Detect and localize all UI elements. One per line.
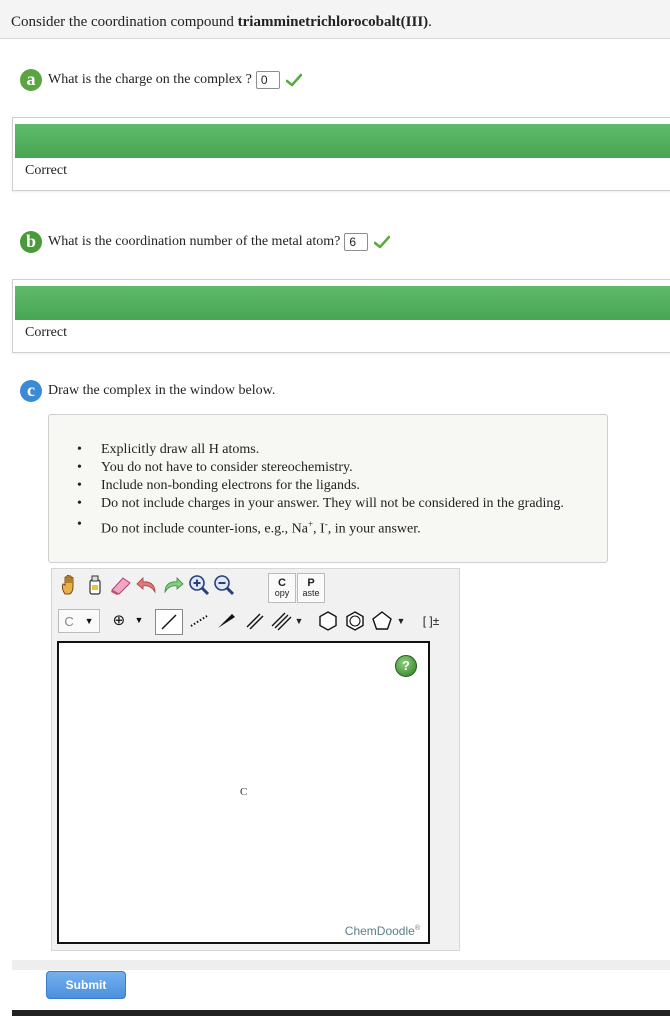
feedback-a [12, 117, 670, 191]
redo-icon[interactable] [161, 573, 185, 597]
instructions-list [77, 441, 564, 536]
instruction-item: • Include non-bonding electrons for the ligands. [77, 477, 564, 495]
submit-button[interactable]: Submit [46, 971, 126, 999]
feedback-a-text: Correct [25, 163, 67, 178]
dashed-bond-icon [188, 611, 210, 631]
instructions-box [48, 414, 608, 563]
answer-a-field[interactable]: 0 [256, 71, 280, 89]
zoom-in-icon[interactable] [187, 573, 211, 597]
benzene-button[interactable] [343, 609, 367, 633]
feedback-bar [15, 124, 670, 158]
atom-selector[interactable] [58, 609, 100, 633]
dropdown-arrow-icon: ▼ [134, 615, 144, 625]
dashed-bond-button[interactable] [186, 609, 212, 633]
carbon-atom[interactable]: C [240, 786, 248, 798]
cyclohexane-icon [317, 610, 339, 632]
bottom-border [12, 1010, 670, 1016]
ring-dropdown-arrow-icon[interactable]: ▼ [396, 616, 406, 626]
paste-button[interactable] [297, 573, 325, 603]
eraser-bottle-icon[interactable] [84, 573, 108, 597]
chemdoodle-editor [51, 568, 460, 951]
panel-footer [12, 960, 670, 970]
charge-plus-icon: ⊕ [112, 612, 126, 629]
copy-label-top: C [278, 577, 286, 589]
badge-b: b [20, 231, 42, 253]
paste-label-top: P [307, 577, 315, 589]
bracket-charge-button[interactable] [414, 609, 448, 633]
double-bond-button[interactable] [242, 609, 268, 633]
triple-bond-icon [270, 611, 292, 631]
feedback-b [12, 279, 670, 353]
benzene-icon [344, 610, 366, 632]
stem-period: . [428, 14, 432, 30]
instruction-item: • Do not include charges in your answer. They will not be considered in the grading. [77, 495, 564, 513]
stem-text: Consider the coordination compound [11, 14, 238, 30]
bracket-label: [ ]± [422, 614, 440, 628]
badge-a: a [20, 69, 42, 91]
wedge-bond-button[interactable] [213, 609, 239, 633]
atom-label: C [64, 613, 74, 629]
question-c-prompt: Draw the complex in the window below. [48, 383, 276, 398]
hand-icon[interactable] [58, 573, 82, 597]
question-b [20, 231, 390, 253]
checkmark-icon [374, 235, 390, 249]
help-icon[interactable]: ? [395, 655, 417, 677]
brand-text: ChemDoodle [344, 924, 415, 938]
question-stem [11, 14, 432, 31]
checkmark-icon [286, 73, 302, 87]
cyclopentane-button[interactable] [370, 609, 394, 633]
charge-selector[interactable] [108, 609, 148, 631]
drawing-canvas[interactable] [57, 641, 430, 944]
copy-label-bottom: opy [274, 588, 290, 598]
question-header [0, 0, 670, 39]
question-c [20, 380, 275, 402]
dropdown-arrow-icon: ▼ [84, 616, 94, 626]
question-a [20, 69, 302, 91]
single-bond-button[interactable] [155, 609, 183, 635]
iodide-text: , I [313, 521, 325, 537]
eraser-icon[interactable] [109, 573, 133, 597]
compound-name: triamminetrichlorocobalt(III) [237, 14, 429, 30]
answer-b-field[interactable]: 6 [344, 233, 368, 251]
cyclopentane-icon [371, 610, 393, 632]
instruction-item: • Explicitly draw all H atoms. [77, 441, 564, 459]
undo-icon[interactable] [135, 573, 159, 597]
zoom-out-icon[interactable] [213, 573, 237, 597]
bond-dropdown-arrow-icon[interactable]: ▼ [294, 616, 304, 626]
question-b-prompt: What is the coordination number of the metal atom? [48, 234, 341, 249]
wedge-bond-icon [215, 611, 237, 631]
copy-button[interactable] [268, 573, 296, 603]
iodide-charge: - [324, 519, 328, 529]
chemdoodle-logo [345, 924, 420, 938]
feedback-bar [15, 286, 670, 320]
counterion-text: Do not include counter-ions, e.g., Na [101, 521, 308, 537]
double-bond-icon [244, 611, 266, 631]
badge-c: c [20, 380, 42, 402]
instruction-item-counterions [77, 513, 564, 536]
cyclohexane-button[interactable] [316, 609, 340, 633]
single-bond-icon [159, 612, 179, 632]
question-a-prompt: What is the charge on the complex ? [48, 72, 252, 87]
triple-bond-button[interactable] [268, 609, 294, 633]
counterion-suffix: , in your answer. [327, 521, 421, 537]
instruction-item: • You do not have to consider stereochemistry. [77, 459, 564, 477]
feedback-b-text: Correct [25, 325, 67, 340]
paste-label-bottom: aste [302, 588, 320, 598]
toolbar-row-1 [58, 573, 236, 597]
sodium-charge: + [307, 519, 314, 529]
brand-mark: ® [414, 925, 420, 932]
